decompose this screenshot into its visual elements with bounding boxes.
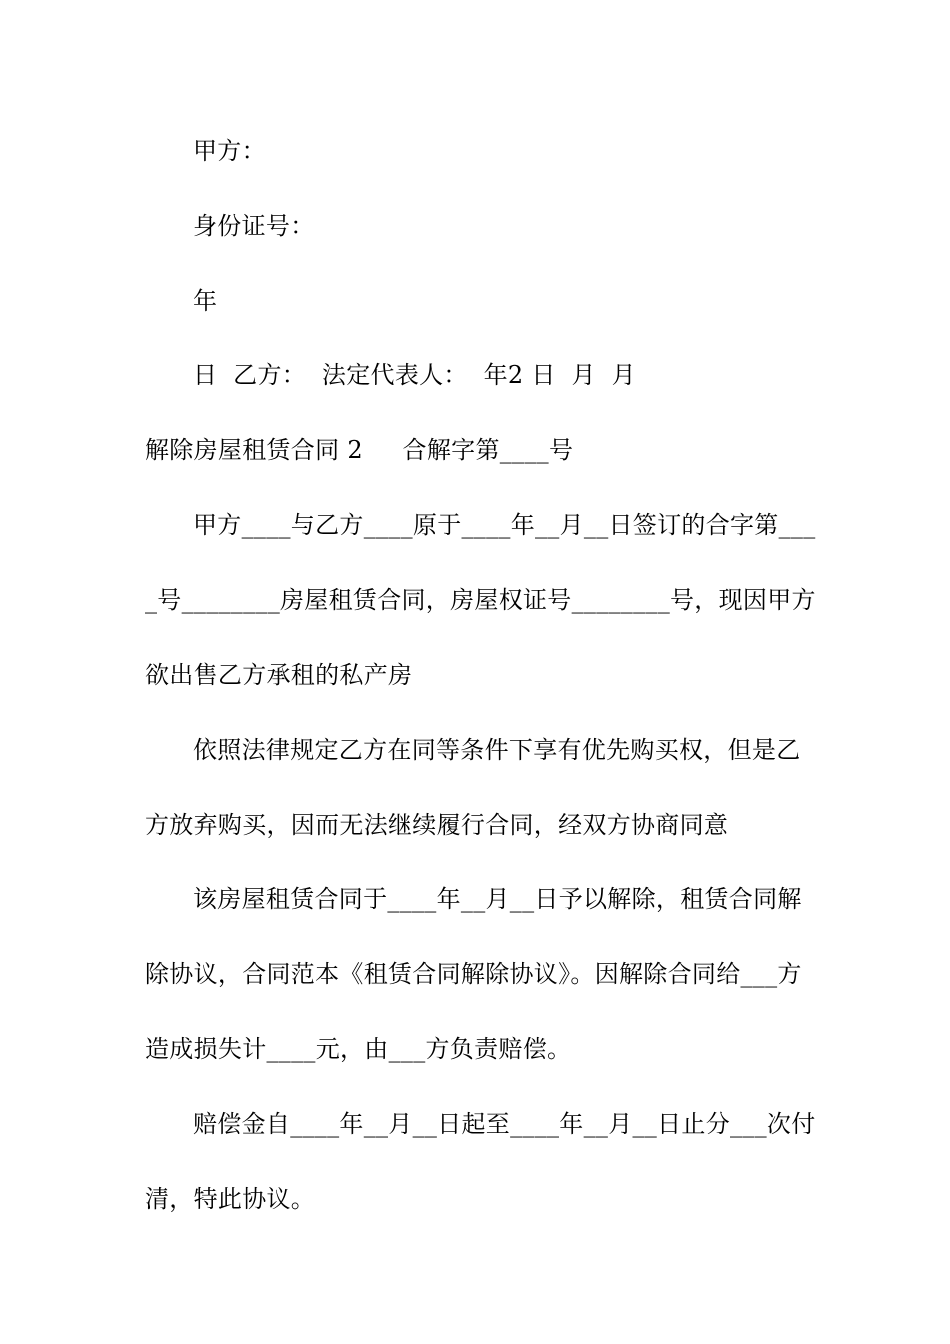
body-paragraph-2-line-2: 方放弃购买，因而无法继续履行合同，经双方协商同意	[145, 811, 729, 839]
body-paragraph-3-line-3: 造成损失计____元，由___方负责赔偿。	[145, 1035, 572, 1063]
body-paragraph-2-line-1: 依照法律规定乙方在同等条件下享有优先购买权，但是乙	[193, 736, 801, 764]
body-paragraph-1-line-3: 欲出售乙方承租的私产房	[145, 661, 413, 689]
party-a-label: 甲方：	[193, 137, 266, 165]
party-b-signature-line: 日 乙方： 法定代表人： 年2 日 月 月	[193, 361, 636, 389]
year-label: 年	[193, 287, 218, 315]
id-number-label: 身份证号：	[193, 212, 315, 240]
body-paragraph-1-line-1: 甲方____与乙方____原于____年__月__日签订的合字第___	[193, 511, 816, 539]
body-paragraph-4-line-1: 赔偿金自____年__月__日起至____年__月__日止分___次付	[193, 1110, 816, 1138]
body-paragraph-3-line-1: 该房屋租赁合同于____年__月__日予以解除，租赁合同解	[193, 885, 802, 913]
body-paragraph-1-line-2: _号________房屋租赁合同，房屋权证号________号，现因甲方	[145, 586, 816, 614]
body-paragraph-3-line-2: 除协议，合同范本《租赁合同解除协议》。因解除合同给___方	[145, 960, 802, 988]
body-paragraph-4-line-2: 清，特此协议。	[145, 1185, 316, 1213]
document-title-line: 解除房屋租赁合同 2 合解字第____号	[145, 436, 574, 464]
